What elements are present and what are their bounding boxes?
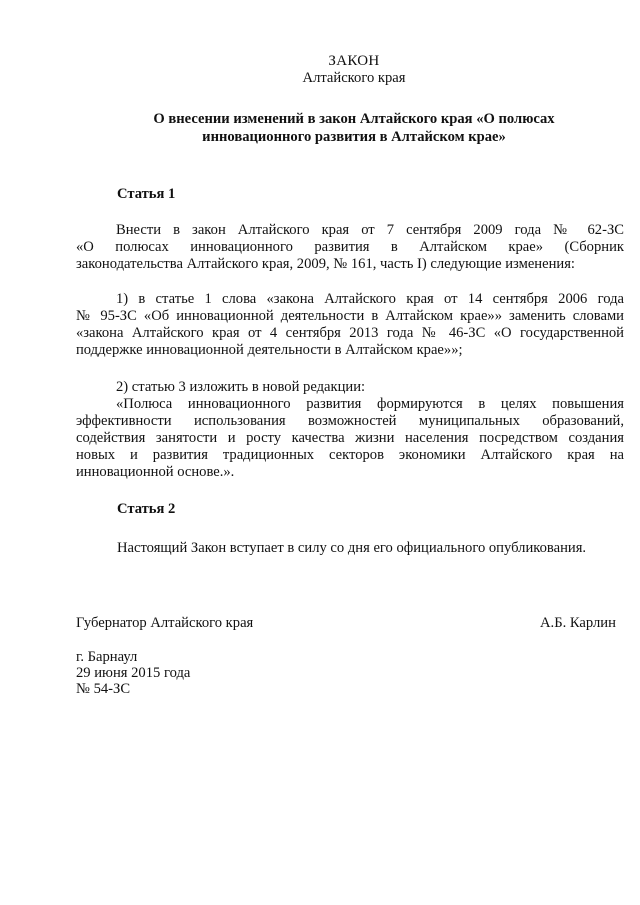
article-2-heading: Статья 2 bbox=[117, 501, 176, 517]
law-region: Алтайского края bbox=[302, 70, 406, 86]
signatory-title: Губернатор Алтайского края bbox=[76, 615, 254, 631]
signatory-name: А.Б. Карлин bbox=[540, 615, 616, 631]
signing-date: 29 июня 2015 года bbox=[76, 665, 191, 681]
article-1-intro-paragraph bbox=[76, 222, 624, 273]
paragraph-line: 2) статью 3 изложить в новой редакции: bbox=[116, 379, 366, 395]
signing-place: г. Барнаул bbox=[76, 649, 138, 665]
law-title-line: инновационного развития в Алтайском крае» bbox=[202, 129, 506, 145]
paragraph-line: законодательства Алтайского края, 2009, № 161, часть I) следующие изменения: bbox=[76, 256, 575, 272]
paragraph-line: содействия занятости и росту качества жизни населения посредством создания bbox=[76, 430, 624, 446]
paragraph-line: поддержке инновационной деятельности в Алтайском крае»»; bbox=[76, 342, 463, 358]
paragraph-line: Внести в закон Алтайского края от 7 сентября 2009 года № 62-ЗС bbox=[116, 222, 624, 238]
article-2-paragraph: Настоящий Закон вступает в силу со дня его официального опубликования. bbox=[117, 540, 587, 556]
paragraph-line: «закона Алтайского края от 4 сентября 2013 года № 46-ЗС «О государственной bbox=[76, 325, 624, 341]
paragraph-line: «Полюса инновационного развития формируются в целях повышения bbox=[116, 396, 624, 412]
law-type: ЗАКОН bbox=[328, 53, 380, 69]
article-1-heading: Статья 1 bbox=[117, 186, 176, 202]
law-number: № 54-ЗС bbox=[76, 681, 131, 697]
paragraph-line: новых и развития традиционных секторов экономики Алтайского края на bbox=[76, 447, 624, 463]
paragraph-line: 1) в статье 1 слова «закона Алтайского края от 14 сентября 2006 года bbox=[116, 291, 624, 307]
paragraph-line: «О полюсах инновационного развития в Алтайском крае» (Сборник bbox=[76, 239, 624, 255]
law-title bbox=[120, 110, 588, 146]
article-1-item-2-paragraph bbox=[76, 379, 624, 481]
paragraph-line: № 95-ЗС «Об инновационной деятельности в Алтайском крае»» заменить словами bbox=[76, 308, 624, 324]
law-title-line: О внесении изменений в закон Алтайского края «О полюсах bbox=[153, 111, 555, 127]
paragraph-line: эффективности использования возможностей муниципальных образований, bbox=[76, 413, 624, 429]
article-1-item-1-paragraph bbox=[76, 291, 624, 359]
paragraph-line: инновационной основе.». bbox=[76, 464, 235, 480]
